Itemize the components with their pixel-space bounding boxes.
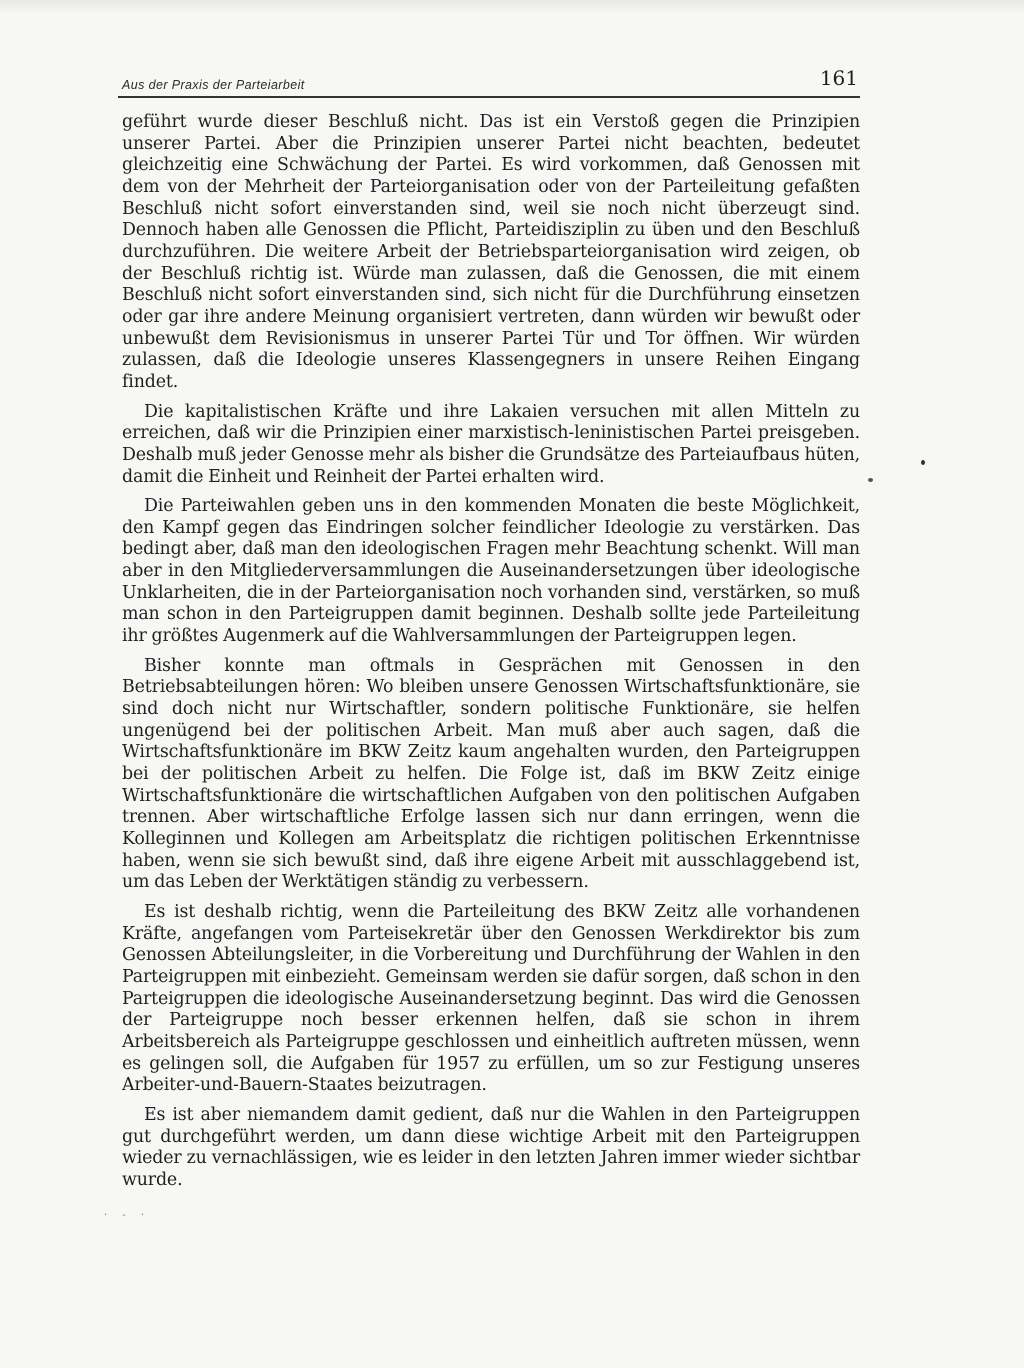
page-number: 161 [819,66,858,90]
paragraph-5: Es ist deshalb richtig, wenn die Parteileitung des BKW Zeitz alle vorhandenen Kräfte, angefangen vom Parteisekretär über den Genossen Werkdirektor bis zum Genossen Abteilungsleiter, in die Vorbereitung und Durchführung der Wahlen in den Parteigruppen mit einbezieht. Gemeinsam werden sie dafür sorgen, daß schon in den Parteigruppen die ideologische Auseinandersetzung beginnt. Das wird die Genossen der Parteigruppe noch besser erkennen helfen, daß sie schon in ihrem Arbeitsbereich als Parteigruppe geschlossen und einheitlich auftreten müssen, wenn es gelingen soll, die Aufgaben für 1957 zu erfüllen, um so zur Festigung unseres Arbeiter-und-Bauern-Staates beizutragen. [122,901,861,1096]
paragraph-6: Es ist aber niemandem damit gedient, daß nur die Wahlen in den Parteigruppen gut durchgeführt werden, um dann diese wichtige Arbeit mit den Parteigruppen wieder zu vernachlässigen, wie es leider in den letzten Jahren immer wieder sichtbar wurde. [122,1104,860,1190]
ink-speck [868,478,873,482]
page-edge-shadow [0,0,1024,14]
header-rule [118,96,860,98]
running-head: Aus der Praxis der Parteiarbeit [122,78,305,92]
paragraph-1: geführt wurde dieser Beschluß nicht. Das ist ein Verstoß gegen die Prinzipien unserer Partei. Aber die Prinzipien unserer Partei nicht beachten, bedeutet gleichzeitig eine Schwächung der Partei. Es wird vorkommen, daß Genossen mit dem von der Mehrheit der Parteiorganisation oder von der Parteileitung gefaßten Beschluß nicht sofort einverstanden sind, weil sie noch nicht überzeugt sind. Dennoch haben alle Genossen die Pflicht, Parteidisziplin zu üben und den Beschluß durchzuführen. Die weitere Arbeit der Betriebsparteiorganisation wird zeigen, ob der Beschluß richtig ist. Würde man zulassen, daß die Genossen, die mit einem Beschluß nicht sofort einverstanden sind, sich nicht für die Durchführung einsetzen oder gar ihre andere Meinung organisiert vertreten, dann würden wir bewußt oder unbewußt dem Revisionismus in unserer Partei Tür und Tor öffnen. Wir würden zulassen, daß die Ideologie unseres Klassengegners in unsere Reihen Eingang findet. [122,112,860,392]
paragraph-2: Die kapitalistischen Kräfte und ihre Lakaien versuchen mit allen Mitteln zu erreichen, daß wir die Prinzipien einer marxistisch-leninistischen Partei preisgeben. Deshalb muß jeder Genosse mehr als bisher die Grundsätze des Parteiaufbaus hüten, damit die Einheit und Reinheit der Partei erhalten wird. [122,401,860,487]
ink-speck [921,460,925,465]
body-text [122,112,860,1200]
paragraph-4: Bisher konnte man oftmals in Gesprächen mit Genossen in den Betriebsabteilungen hören: Wo bleiben unsere Genossen Wirtschaftsfunktionäre, sie sind doch nicht nur Wirtschaftler, sondern politische Funktionäre, sie helfen ungenügend bei der politischen Arbeit. Man muß aber auch sagen, daß die Wirtschaftsfunktionäre im BKW Zeitz kaum angehalten wurden, den Parteigruppen bei der politischen Arbeit zu helfen. Die Folge ist, daß im BKW Zeitz einige Wirtschaftsfunktionäre die wirtschaftlichen Aufgaben von den politischen Aufgaben trennen. Aber wirtschaftliche Erfolge lassen sich nur dann erringen, wenn die Kolleginnen und Kollegen am Arbeitsplatz die richtigen politischen Erkenntnisse haben, wenn sie sich bewußt sind, daß ihre eigene Arbeit mit ausschlaggebend ist, um das Leben der Werktätigen ständig zu verbessern. [122,655,860,893]
margin-marks: · - · [104,1210,151,1221]
paragraph-3: Die Parteiwahlen geben uns in den kommenden Monaten die beste Möglichkeit, den Kampf gegen das Eindringen solcher feindlicher Ideologie zu verstärken. Das bedingt aber, daß man den ideologischen Fragen mehr Beachtung schenkt. Will man aber in den Mitgliederversammlungen die Auseinandersetzungen über ideologische Unklarheiten, die in der Parteiorganisation noch vorhanden sind, verstärken, so muß man schon in den Parteigruppen damit beginnen. Deshalb sollte jede Parteileitung ihr größtes Augenmerk auf die Wahlversammlungen der Parteigruppen legen. [122,496,860,647]
